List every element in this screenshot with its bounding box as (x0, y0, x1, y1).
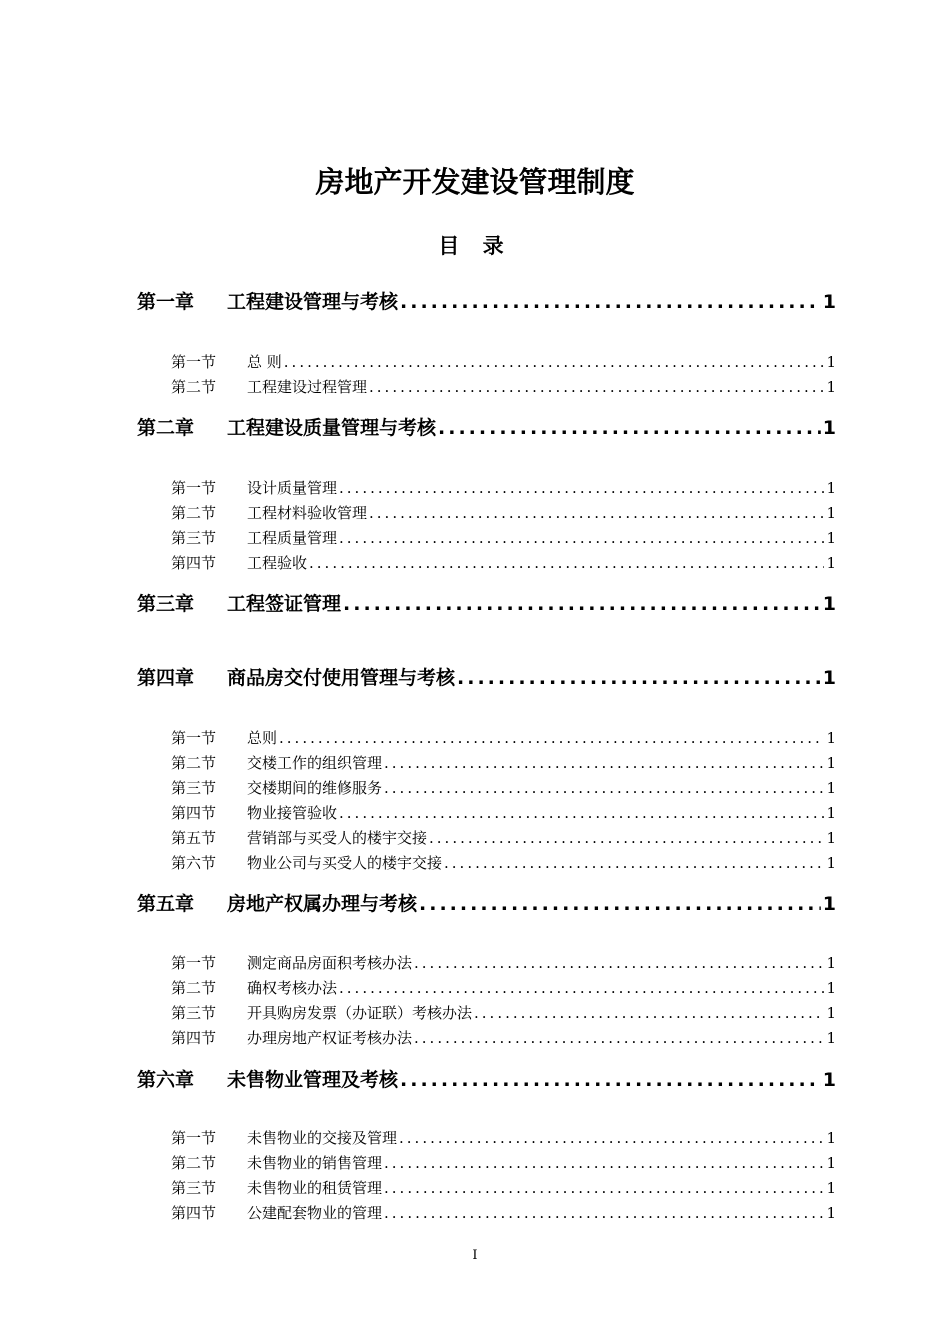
toc-entry-label: 工程建设管理与考核 (227, 291, 399, 313)
toc-section-entry[interactable] (171, 376, 836, 397)
toc-dot-leader (384, 754, 824, 772)
toc-entry-label: 交楼期间的维修服务 (247, 779, 383, 797)
toc-entry-page: 1 (826, 1004, 836, 1022)
toc-entry-page: 1 (826, 829, 836, 847)
toc-dot-leader (384, 1154, 824, 1172)
toc-entry-label: 交楼工作的组织管理 (247, 754, 383, 772)
toc-dot-leader (400, 291, 821, 313)
document-title: 房地产开发建设管理制度 (315, 165, 635, 199)
toc-dot-leader (384, 1204, 824, 1222)
toc-dot-leader (414, 1029, 824, 1047)
toc-dot-leader (384, 1179, 824, 1197)
toc-entry-number: 第一节 (171, 1129, 217, 1147)
toc-entry-number: 第二节 (171, 979, 217, 997)
toc-chapter-entry[interactable] (137, 589, 836, 616)
toc-entry-number: 第五节 (171, 829, 217, 847)
toc-entry-number: 第一节 (171, 729, 217, 747)
toc-entry-page: 1 (826, 1154, 836, 1172)
toc-dot-leader (438, 417, 821, 439)
toc-section-entry[interactable] (171, 1177, 836, 1198)
toc-entry-number: 第四章 (137, 667, 195, 689)
toc-entry-page: 1 (826, 854, 836, 872)
toc-entry-number: 第四节 (171, 804, 217, 822)
toc-entry-page: 1 (826, 529, 836, 547)
toc-section-entry[interactable] (171, 727, 836, 748)
toc-entry-number: 第一节 (171, 479, 217, 497)
toc-dot-leader (339, 529, 824, 547)
toc-dot-leader (429, 829, 824, 847)
toc-entry-label: 未售物业的租赁管理 (247, 1179, 383, 1197)
toc-entry-number: 第五章 (137, 893, 195, 915)
toc-chapter-entry[interactable] (137, 1065, 836, 1092)
toc-entry-page: 1 (826, 1129, 836, 1147)
toc-dot-leader (384, 779, 824, 797)
toc-heading: 目 录 (438, 234, 512, 258)
toc-dot-leader (400, 1069, 821, 1091)
toc-section-entry[interactable] (171, 1027, 836, 1048)
toc-dot-leader (369, 378, 824, 396)
toc-entry-number: 第一节 (171, 954, 217, 972)
toc-entry-label: 公建配套物业的管理 (247, 1204, 383, 1222)
toc-dot-leader (339, 979, 824, 997)
toc-entry-label: 设计质量管理 (247, 479, 338, 497)
toc-section-entry[interactable] (171, 527, 836, 548)
toc-entry-label: 商品房交付使用管理与考核 (227, 667, 456, 689)
toc-entry-number: 第四节 (171, 1029, 217, 1047)
toc-entry-page: 1 (826, 378, 836, 396)
toc-entry-number: 第六节 (171, 854, 217, 872)
toc-entry-page: 1 (826, 353, 836, 371)
toc-entry-number: 第二节 (171, 378, 217, 396)
toc-entry-number: 第三节 (171, 529, 217, 547)
toc-entry-page: 1 (822, 667, 836, 689)
toc-entry-label: 办理房地产权证考核办法 (247, 1029, 413, 1047)
toc-entry-label: 工程材料验收管理 (247, 504, 368, 522)
toc-dot-leader (444, 854, 824, 872)
toc-entry-label: 工程建设过程管理 (247, 378, 368, 396)
toc-entry-label: 总 则 (247, 353, 282, 371)
toc-entry-label: 未售物业的销售管理 (247, 1154, 383, 1172)
toc-dot-leader (369, 504, 824, 522)
toc-entry-label: 工程验收 (247, 554, 308, 572)
toc-section-entry[interactable] (171, 827, 836, 848)
toc-dot-leader (399, 1129, 824, 1147)
toc-entry-page: 1 (826, 1204, 836, 1222)
toc-chapter-entry[interactable] (137, 663, 836, 690)
toc-dot-leader (309, 554, 824, 572)
toc-dot-leader (414, 954, 824, 972)
toc-entry-page: 1 (826, 804, 836, 822)
toc-dot-leader (284, 353, 825, 371)
toc-entry-label: 房地产权属办理与考核 (227, 893, 418, 915)
toc-entry-label: 未售物业的交接及管理 (247, 1129, 398, 1147)
toc-entry-number: 第三章 (137, 593, 195, 615)
toc-section-entry[interactable] (171, 952, 836, 973)
toc-section-entry[interactable] (171, 477, 836, 498)
toc-section-entry[interactable] (171, 852, 836, 873)
toc-chapter-entry[interactable] (137, 287, 836, 314)
toc-entry-label: 营销部与买受人的楼宇交接 (247, 829, 428, 847)
toc-entry-number: 第二节 (171, 504, 217, 522)
toc-section-entry[interactable] (171, 351, 836, 372)
toc-entry-page: 1 (826, 954, 836, 972)
toc-entry-page: 1 (826, 1179, 836, 1197)
toc-entry-page: 1 (822, 1069, 836, 1091)
toc-entry-label: 开具购房发票（办证联）考核办法 (247, 1004, 473, 1022)
toc-entry-page: 1 (822, 893, 836, 915)
toc-entry-number: 第二节 (171, 1154, 217, 1172)
toc-entry-label: 确权考核办法 (247, 979, 338, 997)
toc-entry-label: 工程签证管理 (227, 593, 342, 615)
toc-dot-leader (474, 1004, 824, 1022)
toc-dot-leader (339, 804, 824, 822)
toc-entry-label: 测定商品房面积考核办法 (247, 954, 413, 972)
toc-entry-label: 工程质量管理 (247, 529, 338, 547)
toc-entry-number: 第四节 (171, 1204, 217, 1222)
toc-entry-page: 1 (822, 593, 836, 615)
toc-entry-label: 物业公司与买受人的楼宇交接 (247, 854, 443, 872)
toc-section-entry[interactable] (171, 502, 836, 523)
toc-dot-leader (279, 729, 824, 747)
toc-entry-page: 1 (826, 479, 836, 497)
toc-entry-label: 总则 (247, 729, 278, 747)
toc-dot-leader (457, 667, 821, 689)
toc-entry-number: 第四节 (171, 554, 217, 572)
toc-chapter-entry[interactable] (137, 413, 836, 440)
toc-section-entry[interactable] (171, 777, 836, 798)
toc-entry-number: 第六章 (137, 1069, 195, 1091)
toc-chapter-entry[interactable] (137, 889, 836, 916)
toc-entry-page: 1 (826, 1029, 836, 1047)
toc-section-entry[interactable] (171, 977, 836, 998)
toc-dot-leader (339, 479, 824, 497)
toc-entry-number: 第一节 (171, 353, 217, 371)
toc-entry-page: 1 (826, 554, 836, 572)
toc-entry-page: 1 (826, 979, 836, 997)
toc-entry-label: 未售物业管理及考核 (227, 1069, 399, 1091)
toc-dot-leader (343, 593, 821, 615)
toc-entry-page: 1 (826, 504, 836, 522)
toc-entry-number: 第三节 (171, 1004, 217, 1022)
toc-section-entry[interactable] (171, 1127, 836, 1148)
toc-entry-page: 1 (826, 754, 836, 772)
toc-entry-page: 1 (826, 729, 836, 747)
toc-entry-page: 1 (826, 779, 836, 797)
toc-entry-number: 第二节 (171, 754, 217, 772)
toc-entry-number: 第三节 (171, 779, 217, 797)
toc-section-entry[interactable] (171, 552, 836, 573)
toc-section-entry[interactable] (171, 802, 836, 823)
toc-entry-page: 1 (822, 291, 836, 313)
toc-entry-label: 工程建设质量管理与考核 (227, 417, 437, 439)
toc-section-entry[interactable] (171, 1202, 836, 1223)
toc-dot-leader (419, 893, 821, 915)
toc-entry-page: 1 (822, 417, 836, 439)
toc-section-entry[interactable] (171, 1002, 836, 1023)
toc-entry-number: 第二章 (137, 417, 195, 439)
toc-entry-number: 第一章 (137, 291, 195, 313)
toc-section-entry[interactable] (171, 752, 836, 773)
toc-entry-number: 第三节 (171, 1179, 217, 1197)
page-number: I (472, 1248, 478, 1263)
toc-entry-label: 物业接管验收 (247, 804, 338, 822)
toc-section-entry[interactable] (171, 1152, 836, 1173)
